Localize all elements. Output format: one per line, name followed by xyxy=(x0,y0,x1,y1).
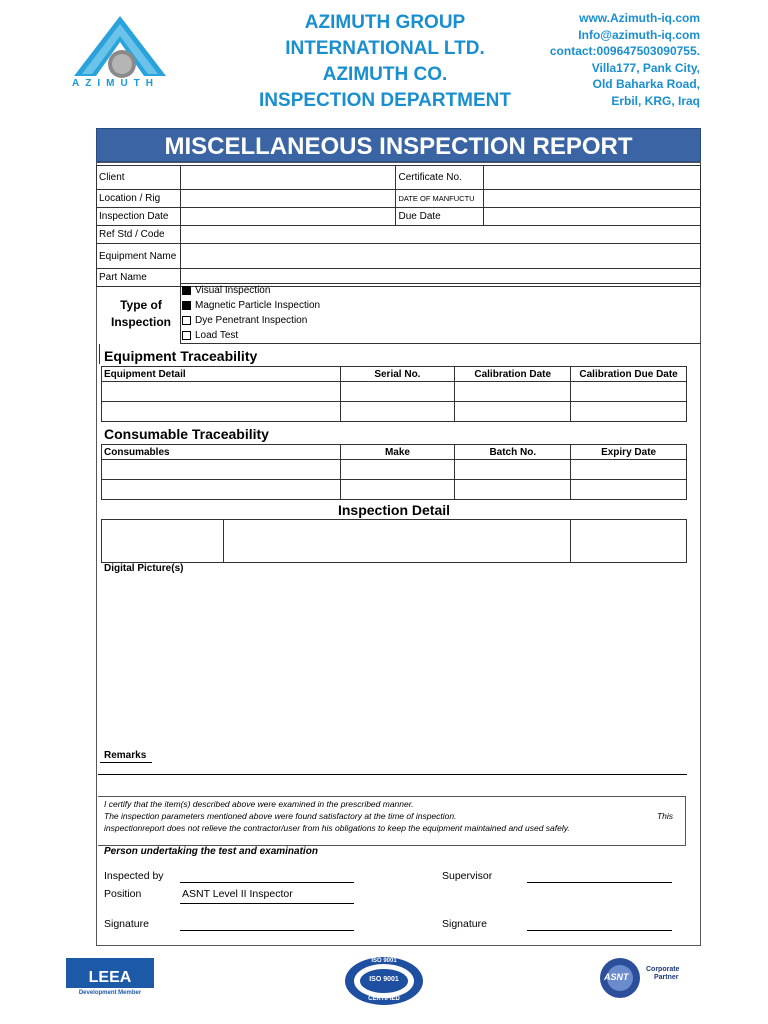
cell[interactable] xyxy=(455,382,571,402)
ref-std-label: Ref Std / Code xyxy=(97,226,181,244)
column-header: Batch No. xyxy=(455,445,571,460)
option-label: Magnetic Particle Inspection xyxy=(195,300,321,311)
iso-bottom-text: CERTIFIED xyxy=(368,996,400,1002)
dpi-option[interactable] xyxy=(182,315,307,326)
inspection-date-label: Inspection Date xyxy=(97,208,181,226)
equipment-name-field[interactable] xyxy=(180,244,700,269)
signature-right-label: Signature xyxy=(442,918,487,930)
company-line: AZIMUTH CO. xyxy=(322,64,448,85)
option-label: Dye Penetrant Inspection xyxy=(195,315,308,326)
cell[interactable] xyxy=(455,460,571,480)
contact-block xyxy=(520,10,700,109)
visual-inspection-option[interactable] xyxy=(182,285,270,296)
inspection-detail-title: Inspection Detail xyxy=(337,502,451,518)
certification-statement xyxy=(98,796,686,846)
consumable-traceability-table xyxy=(101,444,687,500)
inspection-type-label xyxy=(100,297,182,331)
section-divider xyxy=(99,344,100,364)
inspected-by-label: Inspected by xyxy=(104,870,164,882)
digital-picture-area[interactable] xyxy=(100,576,690,746)
option-label: Load Test xyxy=(195,330,239,341)
remarks-label: Remarks xyxy=(104,750,147,761)
signature-left-label: Signature xyxy=(104,918,149,930)
cell[interactable] xyxy=(571,382,687,402)
dpi-checkbox[interactable] xyxy=(182,316,191,325)
cell[interactable] xyxy=(455,402,571,422)
cell[interactable] xyxy=(102,480,341,500)
cert-line-row xyxy=(104,810,679,822)
certificate-field[interactable] xyxy=(484,166,701,190)
table-row xyxy=(102,402,687,422)
asnt-wordmark: ASNT xyxy=(604,972,629,982)
column-header: Make xyxy=(340,445,455,460)
manufacture-date-field[interactable] xyxy=(484,190,701,208)
digital-pictures-label: Digital Picture(s) xyxy=(104,563,184,574)
company-header xyxy=(230,10,540,114)
mpi-option[interactable] xyxy=(182,300,320,311)
company-line: INSPECTION DEPARTMENT xyxy=(259,90,511,111)
website-link[interactable]: www.Azimuth-iq.com xyxy=(579,11,700,25)
location-label: Location / Rig xyxy=(97,190,181,208)
signature-right-field[interactable] xyxy=(527,930,672,931)
company-line: INTERNATIONAL LTD. xyxy=(285,38,485,59)
table-row xyxy=(102,382,687,402)
mpi-checkbox[interactable] xyxy=(182,301,191,310)
info-grid xyxy=(96,165,701,287)
cell[interactable] xyxy=(455,480,571,500)
detail-cell[interactable] xyxy=(571,520,687,563)
report-title: MISCELLANEOUS INSPECTION REPORT xyxy=(96,128,701,162)
client-label: Client xyxy=(97,166,181,190)
remarks-underline xyxy=(100,762,152,763)
cert-line: inspectionreport does not relieve the contractor/user from his obligations to keep the equipment maintained and used safely. xyxy=(104,823,570,833)
iso-mid-text: ISO 9001 xyxy=(369,976,399,983)
logo-wordmark: AZIMUTH xyxy=(72,78,159,89)
cell[interactable] xyxy=(102,460,341,480)
cell[interactable] xyxy=(102,402,341,422)
equipment-traceability-title: Equipment Traceability xyxy=(104,348,258,364)
ref-std-field[interactable] xyxy=(180,226,700,244)
iso-top-text: ISO 9001 xyxy=(371,958,397,964)
manufacture-date-label: DATE OF MANFUCTU xyxy=(396,190,484,208)
remarks-field[interactable] xyxy=(98,774,687,775)
iso-certified-badge xyxy=(344,956,424,1006)
phone-contact: contact:009647503090755. xyxy=(549,44,700,58)
asnt-partner: Partner xyxy=(654,974,679,981)
address-line: Old Baharka Road, xyxy=(592,77,700,91)
leea-wordmark: LEEA xyxy=(66,958,154,988)
visual-inspection-checkbox[interactable] xyxy=(182,286,191,295)
email-link[interactable]: Info@azimuth-iq.com xyxy=(578,27,700,42)
column-header: Calibration Date xyxy=(455,367,571,382)
cell[interactable] xyxy=(571,402,687,422)
cell[interactable] xyxy=(340,402,455,422)
inspection-detail-table xyxy=(101,519,687,563)
cell[interactable] xyxy=(340,382,455,402)
client-field[interactable] xyxy=(180,166,396,190)
detail-cell[interactable] xyxy=(223,520,570,563)
consumable-traceability-title: Consumable Traceability xyxy=(104,426,269,442)
company-line: AZIMUTH GROUP xyxy=(304,12,466,33)
certificate-label: Certificate No. xyxy=(396,166,484,190)
due-date-field[interactable] xyxy=(484,208,701,226)
option-label: Visual Inspection xyxy=(195,285,271,296)
asnt-corporate: Corporate xyxy=(646,966,680,973)
supervisor-label: Supervisor xyxy=(442,870,493,882)
inspected-by-field[interactable] xyxy=(180,882,354,883)
type-label-line: Inspection xyxy=(110,315,171,329)
position-value[interactable]: ASNT Level II Inspector xyxy=(182,888,293,900)
due-date-label: Due Date xyxy=(396,208,484,226)
address-line: Villa177, Pank City, xyxy=(591,60,700,75)
leea-subtitle: Development Member xyxy=(78,990,142,996)
signature-left-field[interactable] xyxy=(180,930,354,931)
cert-line: The inspection parameters mentioned above were found satisfactory at the time of inspection. xyxy=(104,811,457,821)
table-row xyxy=(102,480,687,500)
load-test-checkbox[interactable] xyxy=(182,331,191,340)
inspection-date-field[interactable] xyxy=(180,208,396,226)
column-header: Consumables xyxy=(102,445,341,460)
cert-line: I certify that the item(s) described above were examined in the prescribed manner. xyxy=(104,799,414,809)
cell[interactable] xyxy=(340,480,455,500)
cell[interactable] xyxy=(571,460,687,480)
column-header: Serial No. xyxy=(340,367,455,382)
cell[interactable] xyxy=(102,382,341,402)
cell[interactable] xyxy=(340,460,455,480)
cell[interactable] xyxy=(571,480,687,500)
column-header: Equipment Detail xyxy=(102,367,341,382)
asnt-partner-logo xyxy=(598,956,702,1004)
column-header: Calibration Due Date xyxy=(571,367,687,382)
equipment-traceability-table xyxy=(101,366,687,422)
table-row xyxy=(102,460,687,480)
position-underline xyxy=(180,903,354,904)
leea-logo xyxy=(66,958,154,1002)
part-name-label: Part Name xyxy=(97,269,181,287)
supervisor-field[interactable] xyxy=(527,882,672,883)
signoff-heading: Person undertaking the test and examination xyxy=(104,846,318,857)
cert-line-end: This xyxy=(656,811,673,821)
detail-cell[interactable] xyxy=(102,520,224,563)
column-header: Expiry Date xyxy=(571,445,687,460)
address-line: Erbil, KRG, Iraq xyxy=(611,93,700,108)
equipment-name-label: Equipment Name xyxy=(97,244,181,269)
type-label-line: Type of xyxy=(120,298,162,312)
load-test-option[interactable] xyxy=(182,330,238,341)
location-field[interactable] xyxy=(180,190,396,208)
position-label: Position xyxy=(104,888,142,900)
